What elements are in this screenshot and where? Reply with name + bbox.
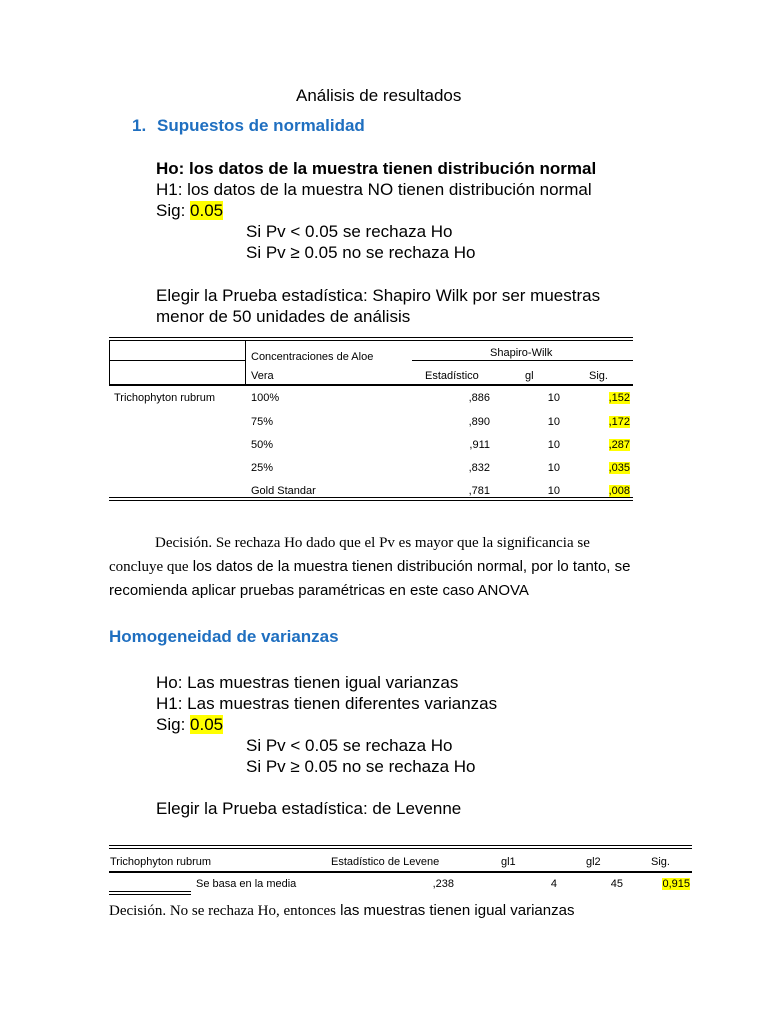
- table1-stat: ,832: [468, 462, 490, 474]
- section1-heading: Supuestos de normalidad: [157, 116, 365, 135]
- table1-sig: ,152: [608, 392, 630, 404]
- table2-row-label: Se basa en la media: [196, 878, 297, 890]
- section1-choose-line2: menor de 50 unidades de análisis: [156, 307, 411, 326]
- table2-stat: ,238: [432, 878, 454, 890]
- table1-conc: 100%: [251, 392, 280, 404]
- table1-conc: 25%: [251, 462, 274, 474]
- table1-col-conc-1: Concentraciones de Aloe: [251, 351, 374, 363]
- table2-gl2: 45: [610, 878, 623, 890]
- section1-ho: Ho: los datos de la muestra tienen distribución normal: [156, 159, 597, 178]
- section2-sig: Sig: 0.05: [156, 715, 224, 734]
- section1-h1: H1: los datos de la muestra NO tienen distribución normal: [156, 180, 592, 199]
- table1-gl: 10: [547, 462, 560, 474]
- table1-conc: Gold Standar: [251, 485, 316, 497]
- table2-col-sig: Sig.: [651, 856, 670, 868]
- table1-stat: ,781: [468, 485, 490, 497]
- table1-stat: ,890: [468, 416, 490, 428]
- table1-col-sig: Sig.: [589, 370, 608, 382]
- section2-sig-value: 0.05: [190, 715, 224, 734]
- table1-stat: ,886: [468, 392, 490, 404]
- section2-rule2: Si Pv ≥ 0.05 no se rechaza Ho: [246, 757, 476, 776]
- section1-sig: Sig: 0.05: [156, 201, 224, 220]
- section2-heading: Homogeneidad de varianzas: [109, 627, 339, 646]
- table1-group-header: Shapiro-Wilk: [490, 347, 553, 359]
- decision1-line2: concluye que los datos de la muestra tienen distribución normal, por lo tanto, se: [109, 558, 631, 575]
- table1-gl: 10: [547, 416, 560, 428]
- table1-gl: 10: [547, 439, 560, 451]
- table2-col-gl1: gl1: [501, 856, 516, 868]
- table2-sig: 0,915: [662, 878, 690, 890]
- table2-col-stat: Estadístico de Levene: [331, 856, 440, 868]
- page-title: Análisis de resultados: [296, 86, 462, 105]
- section2-ho: Ho: Las muestras tienen igual varianzas: [156, 673, 459, 692]
- table1-gl: 10: [547, 392, 560, 404]
- table1-gl: 10: [547, 485, 560, 497]
- decision2: Decisión. No se rechaza Ho, entonces las muestras tienen igual varianzas: [109, 902, 575, 919]
- table1-col-conc-2: Vera: [251, 370, 274, 382]
- table1-row-label: Trichophyton rubrum: [114, 392, 216, 404]
- section1-number: 1.: [132, 116, 147, 135]
- table1-sig: ,035: [608, 462, 630, 474]
- section1-rule1: Si Pv < 0.05 se rechaza Ho: [246, 222, 453, 241]
- decision1-line1: Decisión. Se rechaza Ho dado que el Pv es mayor que la significancia se: [155, 535, 590, 551]
- section1-rule2: Si Pv ≥ 0.05 no se rechaza Ho: [246, 243, 476, 262]
- table2-gl1: 4: [550, 878, 557, 890]
- table1-col-stat: Estadístico: [425, 370, 479, 382]
- table1-stat: ,911: [469, 439, 490, 451]
- section2-choose: Elegir la Prueba estadística: de Levenne: [156, 799, 462, 818]
- table1-conc: 50%: [251, 439, 274, 451]
- section2-h1: H1: Las muestras tienen diferentes varianzas: [156, 694, 498, 713]
- table1-sig: ,172: [608, 416, 630, 428]
- section1-sig-value: 0.05: [190, 201, 224, 220]
- table1-conc: 75%: [251, 416, 274, 428]
- table1-sig: ,008: [608, 485, 630, 497]
- table1-sig: ,287: [608, 439, 630, 451]
- table2-col-label: Trichophyton rubrum: [110, 856, 212, 868]
- table2-col-gl2: gl2: [586, 856, 601, 868]
- table1-col-gl: gl: [525, 370, 534, 382]
- section1-choose-line1: Elegir la Prueba estadística: Shapiro Wilk por ser muestras: [156, 286, 601, 305]
- decision1-line3: recomienda aplicar pruebas paramétricas en este caso ANOVA: [109, 582, 529, 599]
- section2-rule1: Si Pv < 0.05 se rechaza Ho: [246, 736, 453, 755]
